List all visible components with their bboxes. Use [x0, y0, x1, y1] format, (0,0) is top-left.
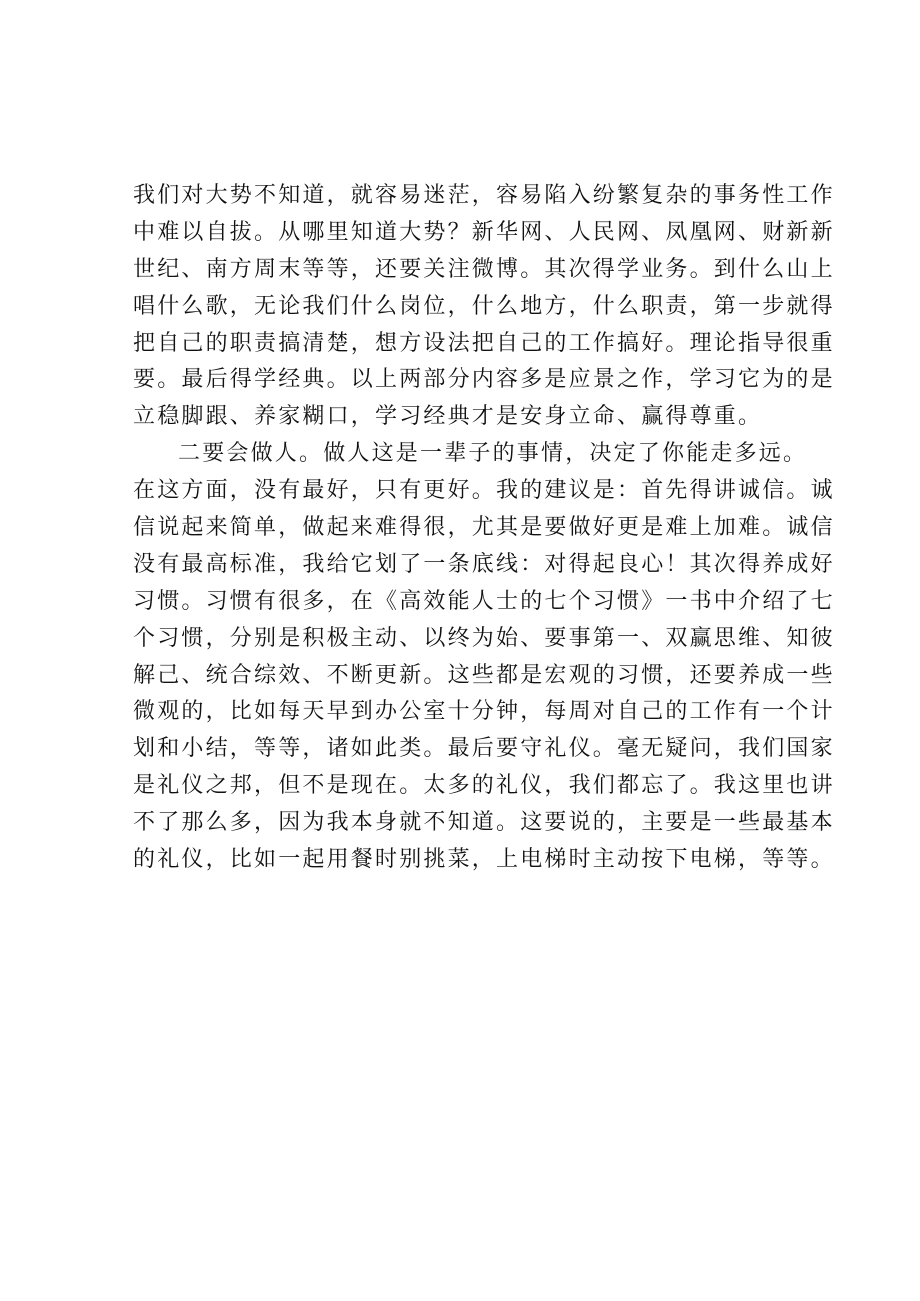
text-line: 微观的，比如每天早到办公室十分钟，每周对自己的工作有一个计 — [133, 699, 835, 725]
text-line: 要。最后得学经典。以上两部分内容多是应景之作，学习它为的是 — [133, 367, 835, 393]
text-line: 立稳脚跟、养家糊口，学习经典才是安身立命、赢得尊重。 — [133, 404, 763, 430]
body-text — [133, 178, 835, 879]
text-line: 是礼仪之邦，但不是现在。太多的礼仪，我们都忘了。我这里也讲 — [133, 773, 835, 799]
text-line: 世纪、南方周末等等，还要关注微博。其次得学业务。到什么山上 — [133, 256, 835, 282]
text-line: 唱什么歌，无论我们什么岗位，什么地方，什么职责，第一步就得 — [133, 293, 835, 319]
text-line: 在这方面，没有最好，只有更好。我的建议是：首先得讲诚信。诚 — [133, 478, 835, 504]
text-line: 不了那么多，因为我本身就不知道。这要说的，主要是一些最基本 — [133, 810, 835, 836]
text-line: 没有最高标准，我给它划了一条底线：对得起良心！其次得养成好 — [133, 551, 835, 577]
text-line: 习惯。习惯有很多，在《高效能人士的七个习惯》一书中介绍了七 — [133, 588, 835, 614]
text-line: 个习惯，分别是积极主动、以终为始、要事第一、双赢思维、知彼 — [133, 625, 835, 651]
text-line: 信说起来简单，做起来难得很，尤其是要做好更是难上加难。诚信 — [133, 515, 835, 541]
paragraph-start-line: 二要会做人。做人这是一辈子的事情，决定了你能走多远。 — [178, 441, 808, 467]
text-line: 的礼仪，比如一起用餐时别挑菜，上电梯时主动按下电梯，等等。 — [133, 847, 835, 873]
text-line: 解己、统合综效、不断更新。这些都是宏观的习惯，还要养成一些 — [133, 662, 835, 688]
text-line: 划和小结，等等，诸如此类。最后要守礼仪。毫无疑问，我们国家 — [133, 736, 835, 762]
text-line: 我们对大势不知道，就容易迷茫，容易陷入纷繁复杂的事务性工作 — [133, 183, 835, 208]
text-line: 把自己的职责搞清楚，想方设法把自己的工作搞好。理论指导很重 — [133, 330, 835, 356]
text-line: 中难以自拔。从哪里知道大势？新华网、人民网、凤凰网、财新新 — [133, 219, 835, 245]
